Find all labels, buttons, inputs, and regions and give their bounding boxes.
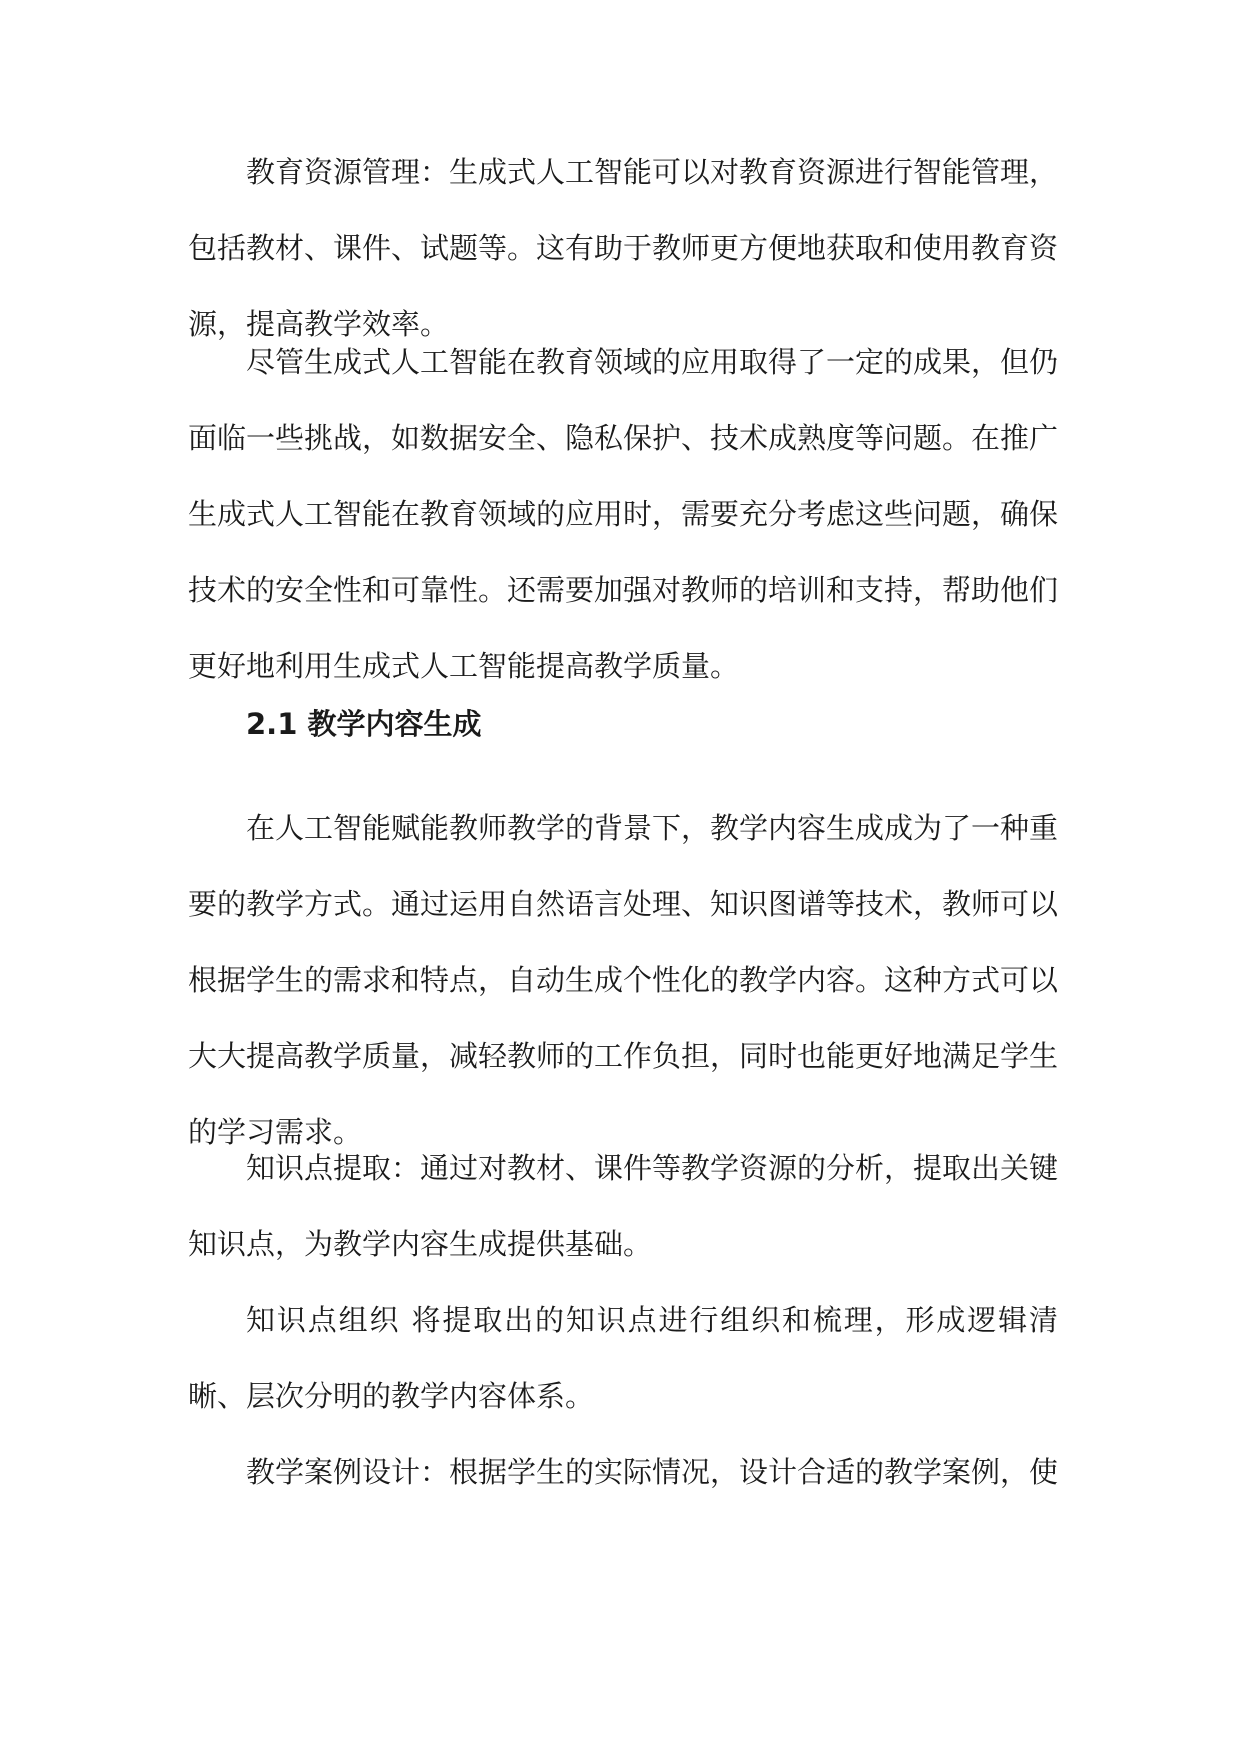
paragraph-knowledge-extraction: 知识点提取：通过对教材、课件等教学资源的分析，提取出关键知识点，为教学内容生成提供基础。 <box>188 1151 1059 1261</box>
paragraph-teaching-content-generation: 在人工智能赋能教师教学的背景下，教学内容生成成为了一种重要的教学方式。通过运用自然语言处理、知识图谱等技术，教师可以根据学生的需求和特点，自动生成个性化的教学内容。这种方式可以大大提高教学质量，减轻教师的工作负担，同时也能更好地满足学生的学习需求。 <box>188 811 1059 1149</box>
paragraph-education-resource-management: 教育资源管理：生成式人工智能可以对教育资源进行智能管理，包括教材、课件、试题等。这有助于教师更方便地获取和使用教育资源，提高教学效率。 <box>188 155 1059 341</box>
paragraph-challenges: 尽管生成式人工智能在教育领域的应用取得了一定的成果，但仍面临一些挑战，如数据安全、隐私保护、技术成熟度等问题。在推广生成式人工智能在教育领域的应用时，需要充分考虑这些问题，确保技术的安全性和可靠性。还需要加强对教师的培训和支持，帮助他们更好地利用生成式人工智能提高教学质量。 <box>188 345 1059 683</box>
section-heading: 2.1 教学内容生成 <box>246 707 482 741</box>
paragraph-knowledge-organization: 知识点组织 将提取出的知识点进行组织和梳理，形成逻辑清晰、层次分明的教学内容体系。 <box>188 1303 1058 1413</box>
paragraph-teaching-case-design: 教学案例设计：根据学生的实际情况，设计合适的教学案例，使 <box>246 1455 1059 1489</box>
